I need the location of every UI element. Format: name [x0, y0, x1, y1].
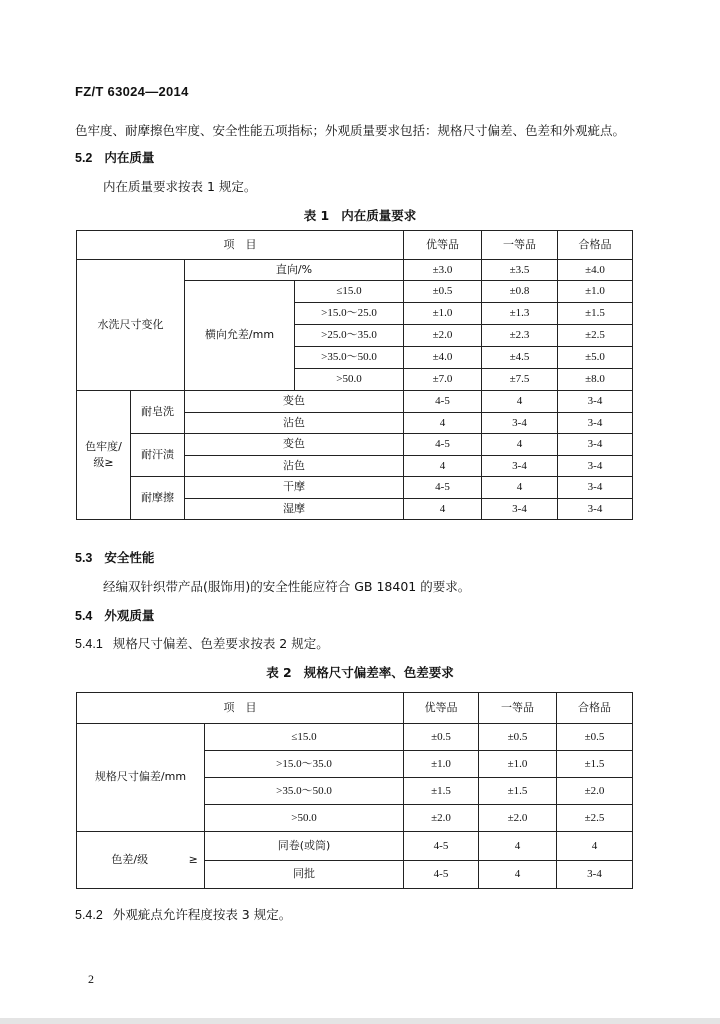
section-5-3-heading	[75, 548, 154, 566]
value-cell: 4	[482, 477, 558, 499]
fastness-item: 湿摩	[185, 499, 404, 520]
table1-caption-num: 表 1	[303, 208, 330, 223]
color-diff-group-label: 色差/级	[77, 832, 183, 889]
section-number: 5.4	[75, 609, 93, 623]
value-cell: 4	[404, 413, 482, 434]
value-cell: ±0.5	[557, 724, 633, 751]
section-5-4-2	[75, 905, 291, 923]
header-item: 项 目	[77, 693, 404, 724]
value-cell: 3-4	[558, 413, 633, 434]
fastness-type: 耐皂洗	[131, 391, 185, 434]
value-cell: 3-4	[558, 477, 633, 499]
table-header-row	[77, 231, 633, 260]
section-title: 内在质量	[104, 150, 155, 165]
range-cell: >25.0～35.0	[295, 325, 404, 347]
value-cell: 4-5	[404, 434, 482, 456]
document-code: FZ/T 63024—2014	[75, 84, 189, 99]
value-cell: ±1.5	[404, 778, 479, 805]
color-diff-ge-symbol: ≥	[183, 832, 205, 889]
table-1	[76, 230, 633, 520]
header-grade-qualified: 合格品	[558, 231, 633, 260]
section-title: 外观质量	[104, 608, 155, 623]
value-cell: ±7.5	[482, 369, 558, 391]
value-cell: ±1.5	[557, 751, 633, 778]
range-cell: ≤15.0	[295, 281, 404, 303]
value-cell: ±1.3	[482, 303, 558, 325]
table-row	[77, 260, 633, 281]
table-2	[76, 692, 633, 889]
value-cell: ±7.0	[404, 369, 482, 391]
value-cell: ±2.0	[479, 805, 557, 832]
value-cell: 3-4	[482, 413, 558, 434]
color-diff-item: 同卷(或筒)	[205, 832, 404, 861]
value-cell: 4-5	[404, 477, 482, 499]
value-cell: ±0.8	[482, 281, 558, 303]
value-cell: ±2.0	[404, 325, 482, 347]
subsection-text: 规格尺寸偏差、色差要求按表 2 规定。	[112, 636, 329, 651]
fastness-type: 耐摩擦	[131, 477, 185, 520]
table1-caption	[0, 206, 720, 224]
value-cell: ±1.0	[404, 303, 482, 325]
table-row	[77, 724, 633, 751]
fastness-item: 沾色	[185, 413, 404, 434]
value-cell: ±2.3	[482, 325, 558, 347]
value-cell: ±5.0	[558, 347, 633, 369]
table-row	[77, 391, 633, 413]
transverse-label: 横向允差/mm	[185, 281, 295, 391]
range-cell: ≤15.0	[205, 724, 404, 751]
value-cell: ±1.0	[558, 281, 633, 303]
color-fastness-label-line2: 级≥	[93, 456, 114, 469]
value-cell: 4	[404, 456, 482, 477]
section-5-2-text: 内在质量要求按表 1 规定。	[103, 179, 257, 194]
range-cell: >15.0～35.0	[205, 751, 404, 778]
value-cell: 4	[479, 861, 557, 889]
value-cell: 4	[482, 391, 558, 413]
value-cell: 4	[482, 434, 558, 456]
value-cell: ±4.5	[482, 347, 558, 369]
value-cell: ±0.5	[479, 724, 557, 751]
value-cell: ±3.5	[482, 260, 558, 281]
table2-caption-title: 规格尺寸偏差率、色差要求	[303, 665, 454, 680]
value-cell: ±1.0	[479, 751, 557, 778]
table1-caption-title: 内在质量要求	[341, 208, 417, 223]
size-deviation-group-label: 规格尺寸偏差/mm	[77, 724, 205, 832]
range-cell: >50.0	[295, 369, 404, 391]
table2-caption-num: 表 2	[266, 665, 292, 680]
bottom-edge-strip	[0, 1018, 720, 1024]
value-cell: ±4.0	[558, 260, 633, 281]
value-cell: 4	[479, 832, 557, 861]
section-5-4-1	[75, 634, 329, 652]
value-cell: ±3.0	[404, 260, 482, 281]
table-row	[77, 477, 633, 499]
value-cell: 3-4	[558, 391, 633, 413]
page-number: 2	[88, 972, 94, 986]
table-row	[77, 832, 633, 861]
value-cell: 3-4	[558, 456, 633, 477]
table-header-row	[77, 693, 633, 724]
value-cell: ±0.5	[404, 724, 479, 751]
range-cell: >15.0～25.0	[295, 303, 404, 325]
header-grade-first: 一等品	[479, 693, 557, 724]
value-cell: 4	[557, 832, 633, 861]
range-cell: >50.0	[205, 805, 404, 832]
section-number: 5.2	[75, 151, 93, 165]
value-cell: 3-4	[558, 434, 633, 456]
value-cell: 3-4	[557, 861, 633, 889]
color-diff-item: 同批	[205, 861, 404, 889]
header-grade-first: 一等品	[482, 231, 558, 260]
section-title: 安全性能	[104, 550, 155, 565]
value-cell: ±1.5	[558, 303, 633, 325]
header-grade-premium: 优等品	[404, 231, 482, 260]
value-cell: ±4.0	[404, 347, 482, 369]
fastness-item: 变色	[185, 434, 404, 456]
section-number: 5.3	[75, 551, 93, 565]
subsection-number: 5.4.2	[75, 908, 103, 922]
value-cell: 4-5	[404, 832, 479, 861]
intro-line: 色牢度、耐摩擦色牢度、安全性能五项指标；外观质量要求包括：规格尺寸偏差、色差和外观疵点。	[75, 123, 626, 138]
table-row	[77, 434, 633, 456]
fastness-type: 耐汗渍	[131, 434, 185, 477]
value-cell: ±2.5	[558, 325, 633, 347]
value-cell: 4-5	[404, 391, 482, 413]
header-grade-qualified: 合格品	[557, 693, 633, 724]
value-cell: ±2.5	[557, 805, 633, 832]
header-item: 项 目	[77, 231, 404, 260]
value-cell: ±1.0	[404, 751, 479, 778]
section-5-2-heading	[75, 148, 154, 166]
section-5-4-heading	[75, 606, 154, 624]
value-cell: 3-4	[482, 499, 558, 520]
wash-dimension-group-label: 水洗尺寸变化	[77, 260, 185, 391]
table2-caption	[0, 663, 720, 681]
range-cell: >35.0～50.0	[205, 778, 404, 805]
value-cell: 3-4	[482, 456, 558, 477]
value-cell: 4	[404, 499, 482, 520]
subsection-text: 外观疵点允许程度按表 3 规定。	[112, 907, 292, 922]
value-cell: ±8.0	[558, 369, 633, 391]
value-cell: ±0.5	[404, 281, 482, 303]
section-5-3-text: 经编双针织带产品(服饰用)的安全性能应符合 GB 18401 的要求。	[103, 579, 471, 594]
color-fastness-label-line1: 色牢度/	[85, 439, 122, 453]
value-cell: ±2.0	[404, 805, 479, 832]
color-fastness-group-label	[77, 391, 131, 520]
subsection-number: 5.4.1	[75, 637, 103, 651]
value-cell: ±2.0	[557, 778, 633, 805]
fastness-item: 变色	[185, 391, 404, 413]
fastness-item: 沾色	[185, 456, 404, 477]
straight-label: 直向/%	[185, 260, 404, 281]
value-cell: 4-5	[404, 861, 479, 889]
header-grade-premium: 优等品	[404, 693, 479, 724]
value-cell: 3-4	[558, 499, 633, 520]
value-cell: ±1.5	[479, 778, 557, 805]
range-cell: >35.0～50.0	[295, 347, 404, 369]
fastness-item: 干摩	[185, 477, 404, 499]
